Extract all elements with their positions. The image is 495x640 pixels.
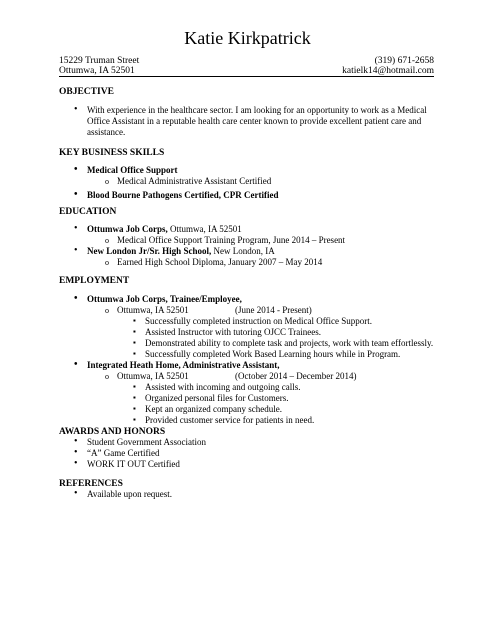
- square-marker: ▪: [133, 415, 136, 424]
- award-item: [59, 448, 434, 459]
- duty-item: [59, 316, 434, 327]
- award-text: WORK IT OUT Certified: [87, 459, 180, 469]
- objective-item: [59, 105, 434, 138]
- duty-item: [59, 404, 434, 415]
- job-item: [59, 360, 434, 371]
- bullet-marker: •: [74, 164, 78, 175]
- contact-phone: (319) 671-2658: [374, 56, 434, 66]
- employment-heading: EMPLOYMENT: [59, 276, 130, 286]
- header-divider: [59, 76, 434, 77]
- education-section: [59, 224, 434, 268]
- skill-sub-label: Medical Administrative Assistant Certified: [117, 176, 272, 186]
- job-title: Integrated Heath Home, Administrative Assistant,: [87, 360, 280, 370]
- award-text: “A” Game Certified: [87, 448, 160, 458]
- duty-text: Successfully completed Work Based Learning hours while in Program.: [145, 349, 401, 359]
- objective-section: [59, 105, 434, 138]
- objective-heading: OBJECTIVE: [59, 87, 114, 97]
- school-subitem: [59, 235, 434, 246]
- circle-marker: o: [105, 177, 109, 186]
- school-subitem: [59, 257, 434, 268]
- school-item: [59, 224, 434, 235]
- duty-item: [59, 349, 434, 360]
- skill-label: Medical Office Support: [87, 165, 178, 175]
- square-marker: ▪: [133, 393, 136, 402]
- award-item: [59, 437, 434, 448]
- job-subitem: [59, 305, 434, 316]
- job-location: Ottumwa, IA 52501: [117, 305, 189, 315]
- reference-item: [59, 489, 434, 500]
- duty-text: Assisted with incoming and outgoing calls.: [145, 382, 301, 392]
- square-marker: ▪: [133, 404, 136, 413]
- employment-section: [59, 294, 434, 426]
- duty-item: [59, 338, 434, 349]
- references-section: [59, 489, 434, 500]
- duty-item: [59, 382, 434, 393]
- job-location: Ottumwa, IA 52501: [117, 371, 189, 381]
- square-marker: ▪: [133, 349, 136, 358]
- skills-section: [59, 165, 434, 201]
- bullet-marker: •: [74, 189, 78, 200]
- skill-item: [59, 190, 434, 201]
- contact-street: 15229 Truman Street: [59, 56, 140, 66]
- reference-text: Available upon request.: [87, 489, 173, 499]
- school-detail: Earned High School Diploma, January 2007 – May 2014: [117, 257, 323, 267]
- contact-email[interactable]: katielk14@hotmail.com: [342, 66, 434, 76]
- school-detail: Medical Office Support Training Program, June 2014 – Present: [117, 235, 346, 245]
- school-name: Ottumwa Job Corps,: [87, 224, 168, 234]
- bullet-marker: •: [74, 245, 78, 256]
- circle-marker: o: [105, 372, 109, 381]
- references-heading: REFERENCES: [59, 479, 123, 489]
- duty-item: [59, 393, 434, 404]
- duty-text: Successfully completed instruction on Medical Office Support.: [145, 316, 373, 326]
- contact-city: Ottumwa, IA 52501: [59, 66, 135, 76]
- duty-item: [59, 327, 434, 338]
- skill-item: [59, 165, 434, 176]
- duty-item: [59, 415, 434, 426]
- education-heading: EDUCATION: [59, 207, 117, 217]
- skill-label: Blood Bourne Pathogens Certified, CPR Certified: [87, 190, 279, 200]
- job-dates: (June 2014 - Present): [235, 305, 312, 315]
- award-item: [59, 459, 434, 470]
- duty-text: Organized personal files for Customers.: [145, 393, 289, 403]
- duty-text: Assisted Instructor with tutoring OJCC Trainees.: [145, 327, 322, 337]
- circle-marker: o: [105, 258, 109, 267]
- school-name: New London Jr/Sr. High School,: [87, 246, 212, 256]
- bullet-marker: •: [74, 104, 78, 115]
- bullet-marker: •: [74, 458, 78, 469]
- awards-section: [59, 437, 434, 470]
- skill-subitem: [59, 176, 434, 187]
- job-dates: (October 2014 – December 2014): [235, 371, 357, 381]
- awards-heading: AWARDS AND HONORS: [59, 427, 166, 437]
- job-item: [59, 294, 434, 305]
- award-text: Student Government Association: [87, 437, 206, 447]
- duty-text: Demonstrated ability to complete task and projects, work with team effortlessly.: [145, 338, 434, 348]
- duty-text: Provided customer service for patients in need.: [145, 415, 315, 425]
- bullet-marker: •: [74, 359, 78, 370]
- circle-marker: o: [105, 306, 109, 315]
- school-item: [59, 246, 434, 257]
- school-location: Ottumwa, IA 52501: [167, 224, 242, 234]
- school-location: New London, IA: [211, 246, 275, 256]
- resume-name: Katie Kirkpatrick: [184, 28, 311, 48]
- bullet-marker: •: [74, 436, 78, 447]
- square-marker: ▪: [133, 382, 136, 391]
- bullet-marker: •: [74, 293, 78, 304]
- objective-text: With experience in the healthcare sector. I am looking for an opportunity to work as a Medical Office Assistant in a reputable health care center known to provide excellent patient care and assistance.: [87, 105, 427, 137]
- duty-text: Kept an organized company schedule.: [145, 404, 283, 414]
- square-marker: ▪: [133, 338, 136, 347]
- bullet-marker: •: [74, 447, 78, 458]
- square-marker: ▪: [133, 327, 136, 336]
- square-marker: ▪: [133, 316, 136, 325]
- job-title: Ottumwa Job Corps, Trainee/Employee,: [87, 294, 242, 304]
- job-subitem: [59, 371, 434, 382]
- bullet-marker: •: [74, 488, 78, 499]
- circle-marker: o: [105, 236, 109, 245]
- skills-heading: KEY BUSINESS SKILLS: [59, 148, 165, 158]
- bullet-marker: •: [74, 223, 78, 234]
